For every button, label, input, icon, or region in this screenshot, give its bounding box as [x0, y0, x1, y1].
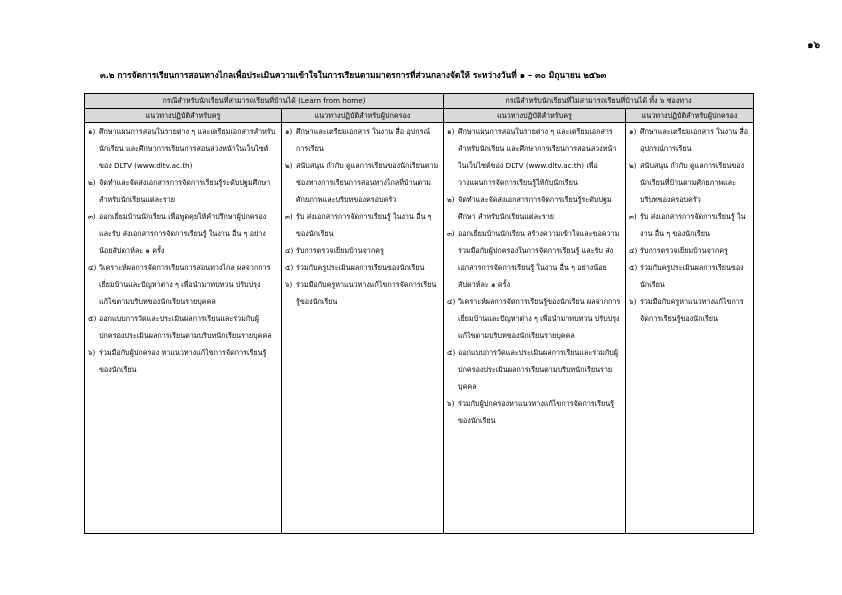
item-number: ๕) [88, 314, 97, 323]
list-item [447, 225, 622, 293]
item-text: ศึกษาแผนการสอนในรายต่าง ๆ และเตรียมเอกสารสำหรับนักเรียน และศึกษาการเรียนการสอนล่วงหน้าในเว็บไซต์ของ DLTV (www.dltv.ac.th) เพื่อวางแผนการจัดการเรียนรู้ให้กับนักเรียน [458, 127, 617, 187]
item-text: วิเคราะห์ผลการจัดการเรียนรู้ของนักเรียน ผลจากการเยี่ยมบ้านและปัญหาต่าง ๆ เพื่อนำมาทบทวน ปรับปรุงแก้ไขตามบริบทของนักเรียนรายบุคคล [458, 297, 621, 340]
item-number: ๔) [629, 246, 638, 255]
item-number: ๑) [629, 127, 637, 136]
item-text: รับการตรวจเยี่ยมบ้านจากครู [640, 246, 728, 255]
item-number: ๖) [88, 348, 96, 357]
item-text: ร่วมมือกับครูหาแนวทางแก้ไขการจัดการเรียนรู้ของนักเรียน [296, 280, 437, 306]
list-item [629, 208, 750, 242]
body-row [85, 123, 754, 534]
list-item [629, 157, 750, 208]
column-teacher-home [85, 123, 282, 534]
list-item [285, 208, 440, 242]
item-number: ๒) [447, 195, 455, 204]
group-header-row [85, 94, 754, 109]
item-number: ๑) [88, 127, 96, 136]
item-text: จัดทำและจัดส่งเอกสารการจัดการเรียนรู้ระดับปฐมศึกษา สำหรับนักเรียนแต่ละราย [458, 195, 612, 221]
list-item [88, 310, 278, 344]
list-item [447, 293, 622, 344]
item-text: ศึกษาและเตรียมเอกสาร ในงาน สื่อ อุปกรณ์การเรียน [640, 127, 749, 153]
item-number: ๒) [88, 178, 96, 187]
list-item [88, 208, 278, 259]
list-item [285, 242, 440, 259]
item-number: ๕) [629, 263, 638, 272]
group-header-cannot-learn-at-home: กรณีสำหรับนักเรียนที่ไม่สามารถเรียนที่บ้านได้ ทั้ง ๖ ช่องทาง [444, 94, 754, 109]
item-number: ๖) [285, 280, 293, 289]
item-text: ออกเยี่ยมบ้านนักเรียน เพื่อพูดคุยให้คำปรึกษาผู้ปกครอง และรับ ส่งเอกสารการจัดการเรียนรู้ ในงาน อื่น ๆ อย่างน้อยสัปดาห์ละ ๑ ครั้ง [99, 212, 267, 255]
item-number: ๒) [629, 161, 637, 170]
list-item [285, 259, 440, 276]
list-item [285, 276, 440, 310]
list-item [88, 123, 278, 174]
column-teacher-nonhome [444, 123, 626, 534]
item-text: วิเคราะห์ผลการจัดการเรียนการสอนทางไกล ผลจากการเยี่ยมบ้านและปัญหาต่าง ๆ เพื่อนำมาทบทวน ปรับปรุงแก้ไขตามบริบทของนักเรียนรายบุคคล [99, 263, 271, 306]
item-number: ๓) [88, 212, 96, 221]
item-text: จัดทำและจัดส่งเอกสารการจัดการเรียนรู้ระดับปฐมศึกษา สำหรับนักเรียนแต่ละราย [99, 178, 271, 204]
list-item [447, 344, 622, 395]
list-item [629, 293, 750, 327]
item-number: ๖) [629, 297, 637, 306]
subheader-parent-nonhome: แนวทางปฏิบัติสำหรับผู้ปกครอง [626, 109, 754, 123]
list-item [447, 395, 622, 429]
item-text: ศึกษาและเตรียมเอกสาร ในงาน สื่อ อุปกรณ์การเรียน [296, 127, 431, 153]
item-number: ๒) [285, 161, 293, 170]
list-item [285, 123, 440, 157]
page-number: ๑๖ [807, 40, 820, 51]
list-item [285, 157, 440, 208]
document-title: ๓.๒ การจัดการเรียนการสอนทางไกลเพื่อประเมินความเข้าใจในการเรียนตามมาตรการที่ส่วนกลางจัดให้ ระหว่างวันที่ ๑ – ๓๐ มิถุนายน ๒๕๖๓ [100, 70, 607, 80]
item-text: ร่วมมือกับผู้ปกครอง หาแนวทางแก้ไขการจัดการเรียนรู้ของนักเรียน [99, 348, 267, 374]
item-text: ออกเยี่ยมบ้านนักเรียน สร้างความเข้าใจและขอความร่วมมือกับผู้ปกครองในการจัดการเรียนรู้ และรับ ส่งเอกสารการจัดการเรียนรู้ ในงาน อื่น ๆ อย่างน้อยสัปดาห์ละ ๑ ครั้ง [458, 229, 620, 289]
item-text: ร่วมมือกับครูหาแนวทางแก้ไขการจัดการเรียนรู้ของนักเรียน [640, 297, 744, 323]
item-number: ๓) [447, 229, 455, 238]
list-item [447, 191, 622, 225]
list-item [629, 123, 750, 157]
item-text: สนับสนุน กำกับ ดูแลการเรียนของนักเรียนที่บ้านตามศักยภาพและบริบทของครอบครัว [640, 161, 745, 204]
item-number: ๑) [447, 127, 455, 136]
item-number: ๔) [447, 297, 456, 306]
item-text: รับ ส่งเอกสารการจัดการเรียนรู้ ในงาน อื่น ๆ ของนักเรียน [640, 212, 746, 238]
item-text: ร่วมกับผู้ปกครองหาแนวทางแก้ไขการจัดการเรียนรู้ของนักเรียน [458, 399, 615, 425]
subheader-teacher-nonhome: แนวทางปฏิบัติสำหรับครู [444, 109, 626, 123]
item-number: ๕) [447, 348, 456, 357]
list-item [88, 259, 278, 310]
guidelines-table [84, 93, 754, 534]
item-text: ออกแบบการวัดและประเมินผลการเรียนและร่วมกับผู้ปกครองประเมินผลการเรียนตามบริบทนักเรียนรายบุคคล [458, 348, 618, 391]
list-item [629, 259, 750, 293]
list-item [88, 344, 278, 378]
item-number: ๓) [629, 212, 637, 221]
item-number: ๓) [285, 212, 293, 221]
column-parent-home [282, 123, 444, 534]
subheader-parent-home: แนวทางปฏิบัติสำหรับผู้ปกครอง [282, 109, 444, 123]
column-parent-nonhome [626, 123, 754, 534]
item-text: ร่วมกับครูประเมินผลการเรียนของนักเรียน [640, 263, 744, 289]
item-number: ๔) [285, 246, 294, 255]
item-text: ร่วมกับครูประเมินผลการเรียนของนักเรียน [296, 263, 425, 272]
item-number: ๖) [447, 399, 455, 408]
sub-header-row [85, 109, 754, 123]
item-number: ๑) [285, 127, 293, 136]
group-header-learn-from-home: กรณีสำหรับนักเรียนที่สามารถเรียนที่บ้านได้ (Learn from home) [85, 94, 444, 109]
item-number: ๔) [88, 263, 97, 272]
item-text: สนับสนุน กำกับ ดูแลการเรียนของนักเรียนตามช่องทางการเรียนการสอนทางไกลที่บ้านตามศักยภาพและบริบทของครอบครัว [296, 161, 439, 204]
item-text: ศึกษาแผนการสอนในรายต่าง ๆ และเตรียมเอกสารสำหรับนักเรียน และศึกษาการเรียนการสอนล่วงหน้าในเว็บไซต์ของ DLTV (www.dltv.ac.th) [99, 127, 276, 170]
item-text: รับ ส่งเอกสารการจัดการเรียนรู้ ในงาน อื่น ๆ ของนักเรียน [296, 212, 432, 238]
item-text: รับการตรวจเยี่ยมบ้านจากครู [296, 246, 384, 255]
list-item [629, 242, 750, 259]
subheader-teacher-home: แนวทางปฏิบัติสำหรับครู [85, 109, 282, 123]
list-item [447, 123, 622, 191]
item-number: ๕) [285, 263, 294, 272]
item-text: ออกแบบการวัดและประเมินผลการเรียนและร่วมกับผู้ปกครองประเมินผลการเรียนตามบริบทนักเรียนรายบุคคล [99, 314, 272, 340]
list-item [88, 174, 278, 208]
